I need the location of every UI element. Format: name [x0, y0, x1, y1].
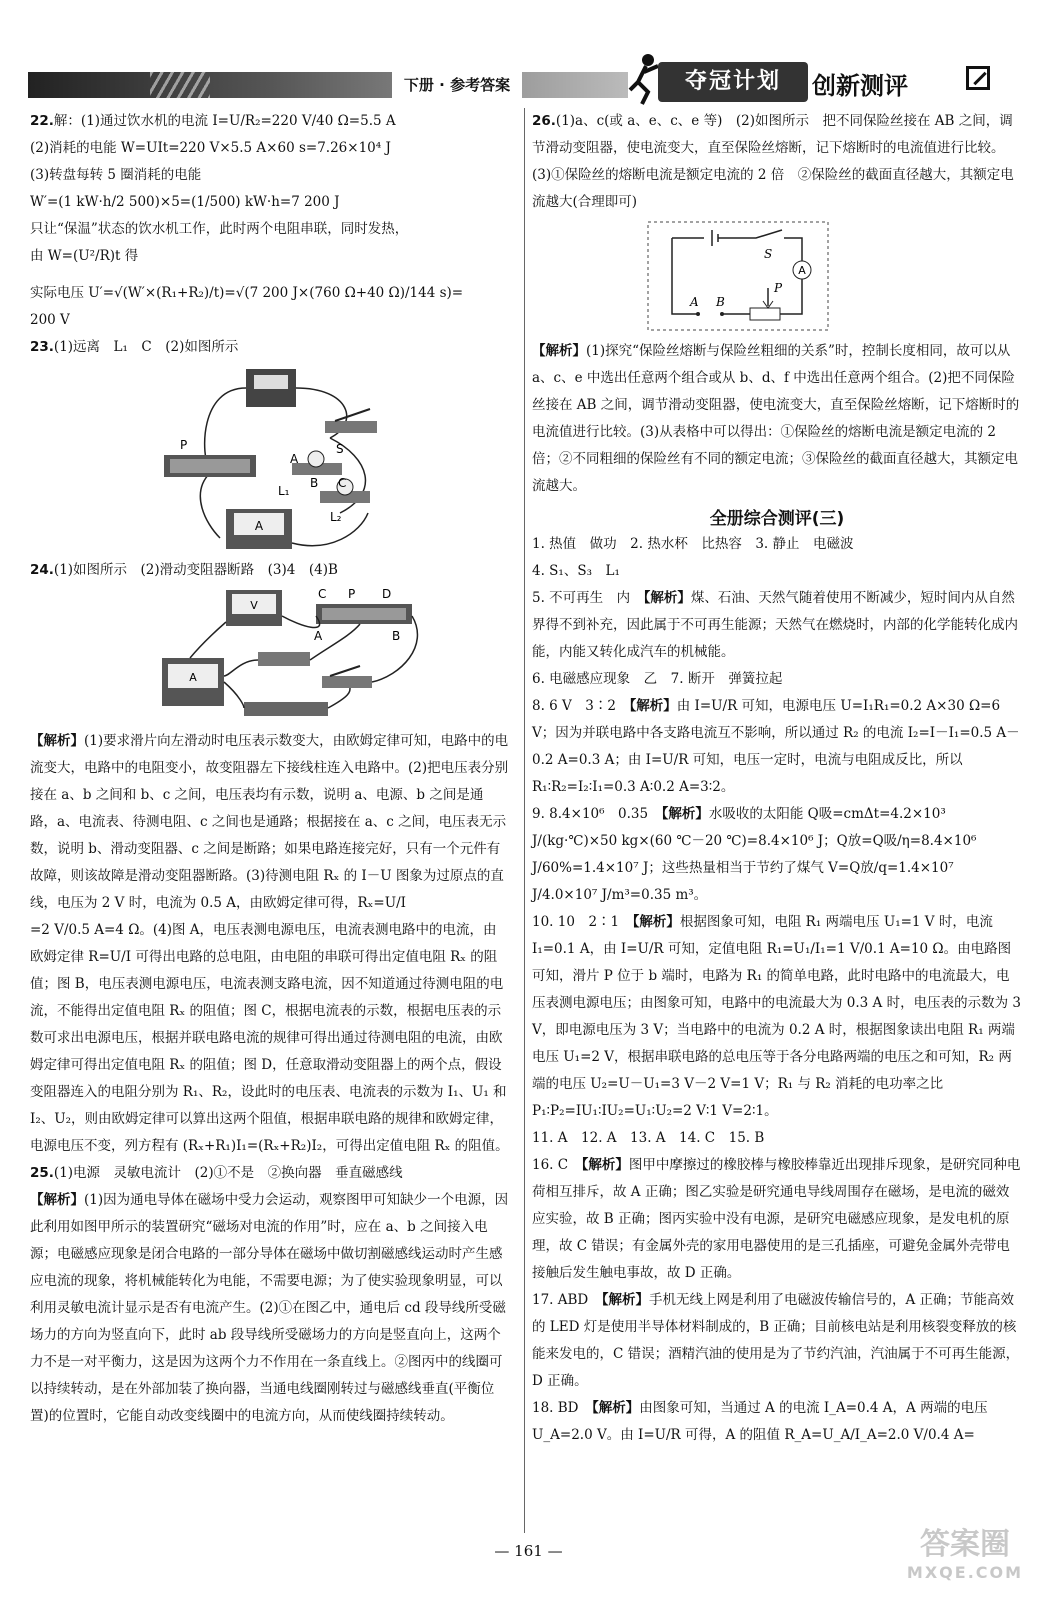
answer-11-15: 11. A 12. A 13. A 14. C 15. B	[532, 1130, 765, 1146]
q25-jiexi-label: 【解析】	[30, 1192, 84, 1208]
a16-jiexi-label: 【解析】	[581, 1157, 629, 1173]
a10-jiexi-label: 【解析】	[632, 914, 680, 930]
fig23-label-a2: A	[254, 519, 264, 533]
fig26-label-s: S	[764, 247, 773, 261]
page-number: — 161 —	[494, 1542, 563, 1560]
q26-number: 26.	[532, 113, 556, 129]
watermark-url: MXQE.COM	[906, 1563, 1024, 1582]
answer-16	[532, 1152, 1022, 1287]
q24-jiexi-label: 【解析】	[30, 733, 84, 749]
fig24-label-c: C	[318, 587, 327, 601]
question-22	[30, 108, 510, 334]
fig23-label-p: P	[180, 438, 188, 452]
fig23-label-a: A	[290, 452, 299, 466]
fig26-label-ammeter: A	[798, 264, 806, 277]
a5-analysis: 煤、石油、天然气随着使用不断减少，短时间内从自然界得不到补充，因此属于不可再生能源；天然气在燃烧时，内部的化学能转化成内能，内能又转化成汽车的机械能。	[532, 590, 1018, 660]
fig26-label-a: A	[690, 295, 699, 309]
left-column	[30, 108, 510, 1430]
q26-line1: (1)a、c(或 a、e、c、e 等) (2)如图所示 把不同保险丝接在 AB 之间，调节滑动变阻器，使电流变大，直至保险丝熔断，记下熔断时的电流值进行比较。 (3)①保险丝的熔断电流是额定电流的 2 倍 ②保险丝的截面直径越大，其额定电流越大(合理即可)	[532, 113, 1014, 210]
fig24-label-v: V	[250, 599, 258, 612]
answer-8	[532, 693, 1022, 801]
a17-jiexi-label: 【解析】	[601, 1292, 650, 1308]
answer-5	[532, 585, 1022, 666]
a18-head: 18. BD	[532, 1400, 593, 1416]
a9-head: 9. 8.4×10⁶ 0.35	[532, 806, 662, 822]
battery-pack-icon	[244, 702, 328, 716]
resistor-icon	[258, 652, 310, 666]
watermark-text: 答案圈	[920, 1527, 1010, 1562]
q26-analysis	[532, 338, 1022, 500]
switch-icon	[322, 676, 372, 688]
fig23-label-l2: L₂	[330, 510, 342, 524]
a9-jiexi-label: 【解析】	[661, 806, 709, 822]
answer-4: 4. S₁、S₃ L₁	[532, 563, 620, 579]
header-logo: 夺冠计划	[658, 62, 808, 102]
answer-10	[532, 909, 1022, 1125]
q22-line6: 由 W=(U²/R)t 得	[30, 248, 139, 264]
q26-jiexi-label: 【解析】	[532, 343, 586, 359]
fig24-label-ammeter: A	[189, 671, 197, 684]
switch-icon	[325, 421, 377, 433]
a8-head: 8. 6 V 3∶2	[532, 698, 630, 714]
fig24-label-a: A	[314, 629, 323, 643]
fig23-label-c: C	[338, 476, 347, 490]
q22-line4: W′=(1 kW·h/2 500)×5=(1/500) kW·h=7 200 J	[30, 194, 340, 210]
a18-jiexi-label: 【解析】	[592, 1400, 640, 1416]
q22-line7: 实际电压 U′=√(W′×(R₁+R₂)/t)=√(7 200 J×(760 Ω+40 Ω)/144 s)=	[30, 285, 464, 301]
question-25	[30, 1160, 510, 1430]
question-24	[30, 557, 510, 1160]
q23-line1: (1)远离 L₁ C (2)如图所示	[53, 339, 239, 355]
right-column	[532, 108, 1022, 1449]
answer-18	[532, 1395, 1022, 1449]
fig26-label-b: B	[716, 295, 725, 309]
a8-jiexi-label: 【解析】	[629, 698, 677, 714]
q25-number: 25.	[30, 1165, 54, 1181]
a17-analysis: 手机无线上网是利用了电磁波传输信号的，A 正确；节能高效的 LED 灯是使用半导体材料制成的，B 正确；目前核电站是利用核裂变释放的核能来发电的，C 错误；酒精汽油的使用是为了节约汽油，汽油属于不可再生能源，D 正确。	[532, 1292, 1020, 1389]
a16-analysis: 图甲中摩擦过的橡胶棒与橡胶棒靠近出现排斥现象，是研究同种电荷相互排斥，故 A 正确；图乙实验是研究通电导线周围存在磁场，是电流的磁效应实验，故 B 正确；图丙实验中没有电源，是研究电磁感应现象，是发电机的原理，故 C 错误；有金属外壳的家用电器使用的是三孔插座，可避免金属外壳带电接触后发生触电事故，故 D 正确。	[532, 1157, 1021, 1281]
question-26	[532, 108, 1022, 500]
q24-circuit-figure	[30, 586, 510, 726]
rheostat-symbol-icon	[750, 308, 780, 320]
q26-analysis-text: (1)探究“保险丝熔断与保险丝粗细的关系”时，控制长度相同，故可以从 a、c、e 中选出任意两个组合或从 b、d、f 中选出任意两个组合。(2)把不同保险丝接在 AB 之间，调节滑动变阻器，使电流变大，直至保险丝熔断，记下熔断时的电流值进行比较。(3)从表格中可以得出：①保险丝的熔断电流是额定电流的 2 倍；②不同粗细的保险丝有不同的额定电流；③保险丝的截面直径越大，其额定电流越大。	[532, 343, 1020, 494]
q24-number: 24.	[30, 562, 54, 578]
column-divider	[524, 108, 525, 1533]
fig23-label-b: B	[310, 476, 319, 490]
fig24-label-b: B	[392, 629, 401, 643]
q22-number: 22.	[30, 113, 54, 129]
header-brand: 创新测评	[812, 72, 908, 100]
q22-line5: 只让“保温”状态的饮水机工作，此时两个电阻串联，同时发热，	[30, 221, 409, 237]
question-23	[30, 334, 510, 555]
answer-17	[532, 1287, 1022, 1395]
a10-analysis: 根据图象可知，电阻 R₁ 两端电压 U₁=1 V 时，电流 I₁=0.1 A，由 I=U/R 可知，定值电阻 R₁=U₁/I₁=1 V/0.1 A=10 Ω。由电路图可知，滑片 P 位于 b 端时，电路为 R₁ 的简单电路，此时电路中的电流最大，电压表测电源电压；由图象可知，电路中的电流最大为 0.3 A 时，电压表的示数为 3 V，即电源电压为 3 V；当电路中的电流为 0.2 A 时，根据图象读出电阻 R₁ 两端电压 U₁=2 V，根据串联电路的总电压等于各分电路两端的电压之和可知，R₂ 两端的电压 U₂=U－U₁=3 V－2 V=1 V；R₁ 与 R₂ 消耗的电功率之比 P₁∶P₂=IU₁∶IU₂=U₁∶U₂=2 V∶1 V=2∶1。	[532, 914, 1021, 1119]
q23-number: 23.	[30, 339, 54, 355]
q22-line1: 解：(1)通过饮水机的电流 I=U/R₂=220 V/40 Ω=5.5 A	[53, 113, 396, 129]
header-bar	[28, 72, 628, 98]
answer-9	[532, 801, 1022, 909]
q25-analysis	[30, 1187, 510, 1430]
a17-head: 17. ABD	[532, 1292, 602, 1308]
q22-line8: 200 V	[30, 312, 70, 328]
q22-line3: (3)转盘每转 5 圈消耗的电能	[30, 167, 202, 183]
q23-circuit-figure	[30, 363, 510, 555]
a8-analysis: 由 I=U/R 可知，电源电压 U=I₁R₁=0.2 A×30 Ω=6 V；因为并联电路中各支路电流互不影响，所以通过 R₂ 的电流 I₂=I－I₁=0.5 A－0.2 A=0.3 A；由 I=U/R 可知，电压一定时，电流与电阻成反比，所以 R₁∶R₂=I₂∶I₁=0.3 A∶0.2 A=3∶2。	[532, 698, 1020, 795]
q22-line2: (2)消耗的电能 W=UIt=220 V×5.5 A×60 s=7.26×10⁴ J	[30, 140, 391, 156]
a16-head: 16. C	[532, 1157, 582, 1173]
q25-line1: (1)电源 灵敏电流计 (2)①不是 ②换向器 垂直磁感线	[53, 1165, 403, 1181]
answer-6-7: 6. 电磁感应现象 乙 7. 断开 弹簧拉起	[532, 671, 783, 687]
fig23-label-l1: L₁	[278, 484, 290, 498]
section-title: 全册综合测评(三)	[709, 509, 845, 529]
header-stripes	[150, 72, 210, 98]
answer-1-3: 1. 热值 做功 2. 热水杯 比热容 3. 静止 电磁波	[532, 536, 854, 552]
a18-analysis: 由图象可知，当通过 A 的电流 I_A=0.4 A，A 两端的电压 U_A=2.0 V。由 I=U/R 可得，A 的阻值 R_A=U_A/I_A=2.0 V/0.4 A=	[532, 1400, 988, 1443]
a9-analysis: 水吸收的太阳能 Q吸=cmΔt=4.2×10³ J/(kg·℃)×50 kg×(60 ℃－20 ℃)=8.4×10⁶ J；Q放=Q吸/η=8.4×10⁶ J/60%=1.4×10⁷ J；这些热量相当于节约了煤气 V=Q放/q=1.4×10⁷ J/4.0×10⁷ J/m³=0.35 m³。	[532, 806, 977, 903]
q24-analysis-cont: =2 V/0.5 A=4 Ω。(4)图 A，电压表测电源电压，电流表测电路中的电流，由欧姆定律 R=U/I 可得出电路的总电阻，由电阻的串联可得出定值电阻 Rₓ 的阻值；图 B，电压表测电源电压，电流表测支路电流，因不知道通过待测电阻的电流，不能得出定值电阻 Rₓ 的阻值；图 C，根据电流表的示数，根据电压表的示数可求出电源电压，根据并联电路电流的规律可得出通过待测电阻的电流，由欧姆定律可得出定值电阻 Rₓ 的阻值；图 D，任意取滑动变阻器上的两个点，假设变阻器连入的电阻分别为 R₁、R₂，设此时的电压表、电流表的示数为 I₁、U₁ 和 I₂、U₂，则由欧姆定律可以算出这两个阻值，根据串联电路的规律和欧姆定律，电源电压不变，列方程有 (Rₓ+R₁)I₁=(Rₓ+R₂)I₂，可得出定值电阻 Rₓ 的阻值。	[30, 922, 509, 1154]
a5-jiexi-label: 【解析】	[643, 590, 691, 606]
a5-head: 5. 不可再生 内	[532, 590, 644, 606]
q24-line1: (1)如图所示 (2)滑动变阻器断路 (3)4 (4)B	[53, 562, 338, 578]
q25-analysis-text: (1)因为通电导体在磁场中受力会运动，观察图甲可知缺少一个电源，因此利用如图甲所示的装置研究“磁场对电流的作用”时，应在 a、b 之间接入电源；电磁感应现象是闭合电路的一部分导体在磁场中做切割磁感线运动时产生感应电流的现象，将机械能转化为电能，不需要电源；为了使实验现象明显，可以利用灵敏电流计显示是否有电流产生。(2)①在图乙中，通电后 cd 段导线所受磁场力的方向为竖直向下，此时 ab 段导线所受磁场力的方向是竖直向上，这两个力不是一对平衡力，这是因为这两个力不作用在一条直线上。②图丙中的线圈可以持续转动，是在外部加装了换向器，当通电线圈刚转过与磁感线垂直(平衡位置)的位置时，它能自动改变线圈中的电流方向，从而使线圈持续转动。	[30, 1192, 509, 1424]
runner-logo-icon	[628, 52, 662, 106]
q24-analysis-text: (1)要求滑片向左滑动时电压表示数变大，由欧姆定律可知，电路中的电流变大，电路中的电阻变小，故变阻器左下接线柱连入电路中。(2)把电压表分别接在 a、b 之间和 b、c 之间，电压表均有示数，说明 a、电源、b 之间是通路，a、电流表、待测电阻、c 之间也是通路；根据接在 a、c 之间，电压表无示数，说明 b、滑动变阻器、c 之间是断路；如果电路连接完好，只有一个元件有故障，则该故障是滑动变阻器断路。(3)待测电阻 Rₓ 的 I－U 图象为过原点的直线，电压为 2 V 时，电流为 0.5 A，由欧姆定律可得，Rₓ=U/I	[30, 733, 509, 911]
q24-analysis	[30, 728, 510, 917]
a10-head: 10. 10 2∶1	[532, 914, 633, 930]
fig24-label-p: P	[348, 587, 356, 601]
header-section-label: 下册 · 参考答案	[392, 72, 522, 98]
brand-pen-icon	[966, 66, 990, 90]
fig24-label-d: D	[382, 587, 392, 601]
q26-circuit-figure	[532, 218, 1022, 336]
fig23-label-s: S	[336, 442, 344, 456]
fig26-label-p: P	[774, 281, 783, 295]
watermark	[895, 1528, 1035, 1592]
